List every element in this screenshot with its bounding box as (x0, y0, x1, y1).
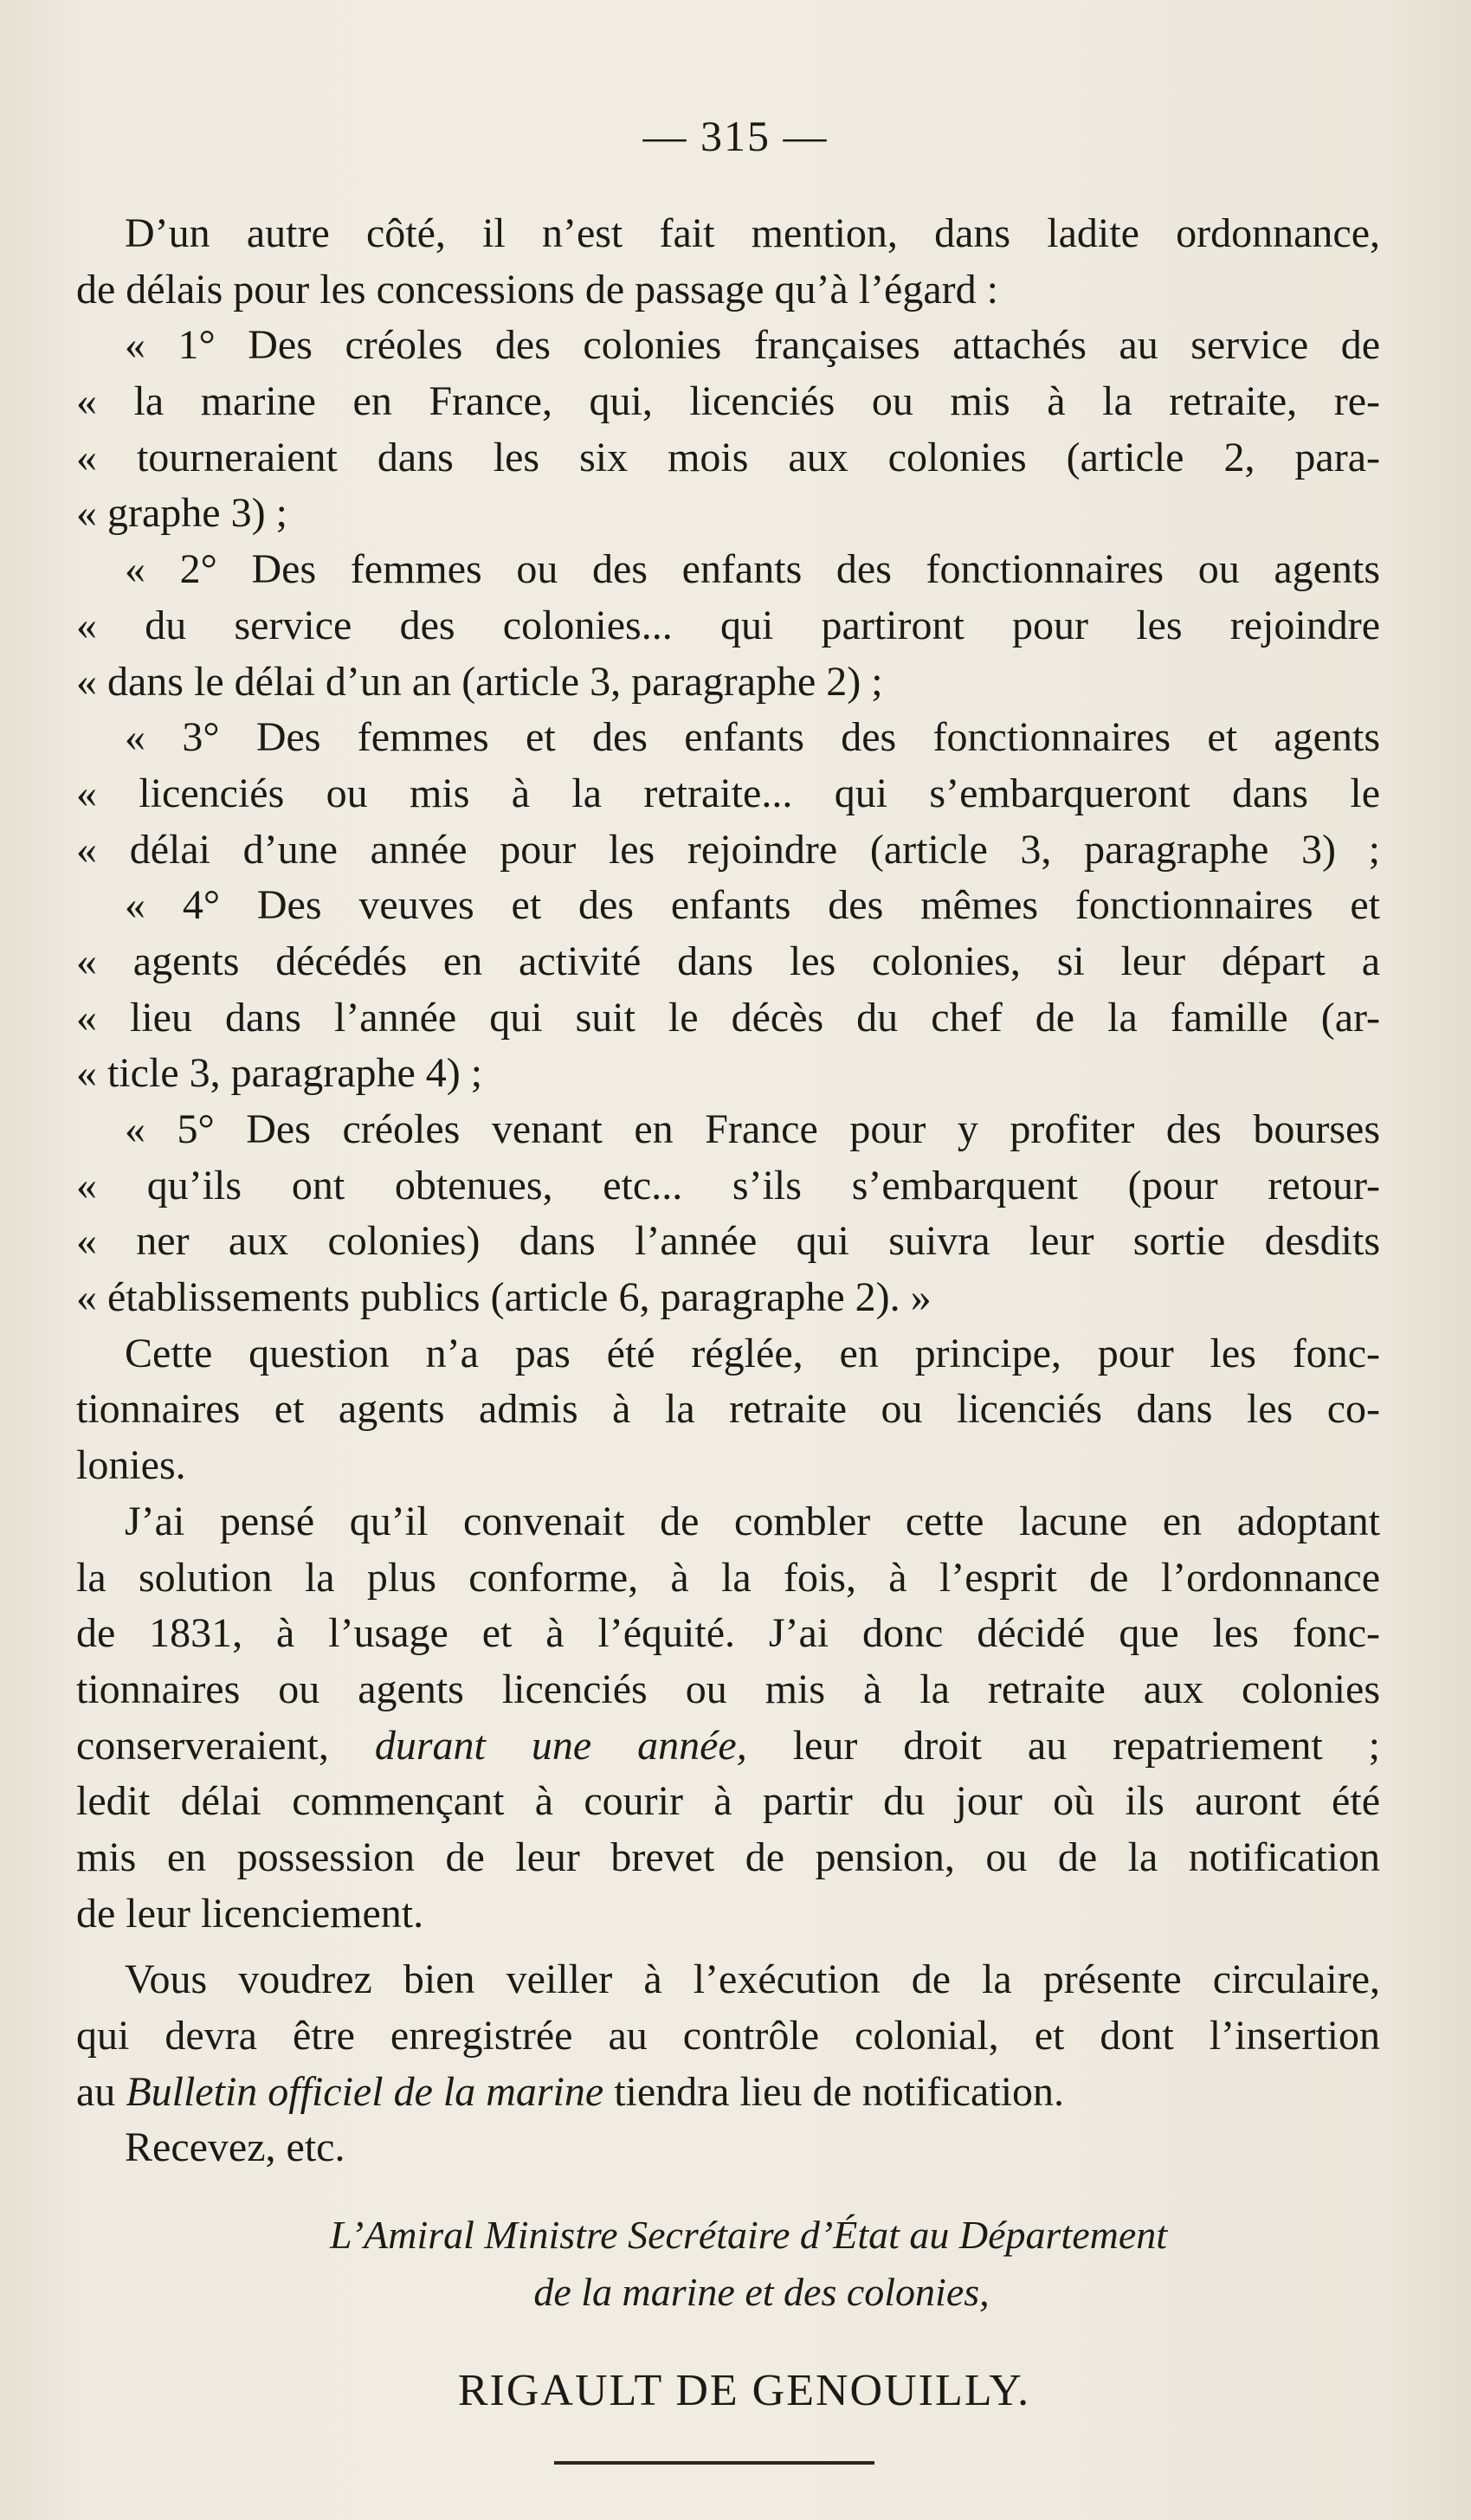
quoted-line: « agents décédés en activité dans les colonies, si leur départ a (76, 938, 1380, 984)
quoted-line: « graphe 3) ; (76, 490, 287, 537)
text-line: de 1831, à l’usage et à l’équité. J’ai donc décidé que les fonc- (76, 1610, 1380, 1657)
quoted-line: « 2° Des femmes ou des enfants des fonctionnaires ou agents (125, 546, 1380, 593)
signature-title: L’Amiral Ministre Secrétaire d’État au Département (329, 2213, 1168, 2257)
text-run: tiendra lieu de notification. (614, 2068, 1065, 2115)
quoted-line: « 1° Des créoles des colonies françaises attachés au service de (125, 322, 1380, 369)
text-line: tionnaires et agents admis à la retraite ou licenciés dans les co- (76, 1386, 1380, 1433)
text-line: tionnaires ou agents licenciés ou mis à la retraite aux colonies (76, 1666, 1380, 1712)
text-line: qui devra être enregistrée au contrôle colonial, et dont l’insertion (76, 2013, 1380, 2059)
text-line: J’ai pensé qu’il convenait de combler cette lacune en adoptant (125, 1498, 1380, 1544)
text-line: mis en possession de leur brevet de pension, ou de la notification (76, 1834, 1380, 1880)
signature-title: de la marine et des colonies, (533, 2270, 990, 2314)
text-line-mixed (76, 1718, 1380, 1775)
quoted-line: « 3° Des femmes et des enfants des fonctionnaires et agents (125, 714, 1380, 761)
quoted-line: « établissements publics (article 6, paragraphe 2). » (76, 1274, 932, 1321)
text-run: conserveraient, (76, 1722, 375, 1769)
text-run: au (76, 2068, 126, 2115)
quoted-line: « 4° Des veuves et des enfants des mêmes fonctionnaires et (125, 882, 1380, 929)
quoted-line: « dans le délai d’un an (article 3, paragraphe 2) ; (76, 658, 883, 705)
text-line: la solution la plus conforme, à la fois, à l’esprit de l’ordonnance (76, 1554, 1380, 1601)
italic-run: Bulletin officiel de la marine (126, 2068, 604, 2115)
page-number: — 315 — (642, 112, 829, 160)
text-line: Cette question n’a pas été réglée, en principe, pour les fonc- (125, 1330, 1380, 1376)
quoted-line: « lieu dans l’année qui suit le décès du chef de la famille (ar- (76, 994, 1380, 1041)
text-line: ledit délai commençant à courir à partir du jour où ils auront été (76, 1778, 1380, 1825)
quoted-line: « ticle 3, paragraphe 4) ; (76, 1050, 483, 1097)
text-line: de délais pour les concessions de passage qu’à l’égard : (76, 266, 998, 313)
text-line: Vous voudrez bien veiller à l’exécution de la présente circulaire, (125, 1956, 1380, 2003)
quoted-line: « 5° Des créoles venant en France pour y profiter des bourses (125, 1106, 1380, 1152)
quoted-line: « la marine en France, qui, licenciés ou mis à la retraite, re- (76, 378, 1380, 425)
quoted-line: « ner aux colonies) dans l’année qui suivra leur sortie desdits (76, 1218, 1380, 1265)
text-line: D’un autre côté, il n’est fait mention, dans ladite ordonnance, (125, 210, 1380, 256)
italic-run: durant une année, (374, 1722, 747, 1769)
body-text (76, 206, 1380, 2176)
quoted-line: « délai d’une année pour les rejoindre (article 3, paragraphe 3) ; (76, 826, 1380, 873)
text-run: leur droit au repatriement ; (746, 1722, 1380, 1769)
quoted-line: « tourneraient dans les six mois aux colonies (article 2, para- (76, 434, 1380, 480)
signatory-name: RIGAULT DE GENOUILLY. (457, 2366, 1031, 2415)
text-line: de leur licenciement. (76, 1890, 424, 1937)
text-line: Recevez, etc. (125, 2124, 345, 2171)
quoted-line: « qu’ils ont obtenues, etc... s’ils s’embarquent (pour retour- (76, 1162, 1380, 1208)
closing-rule (554, 2461, 874, 2465)
quoted-line: « du service des colonies... qui partiront pour les rejoindre (76, 602, 1380, 648)
quoted-line: « licenciés ou mis à la retraite... qui s’embarqueront dans le (76, 770, 1380, 816)
text-line-mixed (76, 2065, 1380, 2121)
text-line: lonies. (76, 1442, 186, 1489)
